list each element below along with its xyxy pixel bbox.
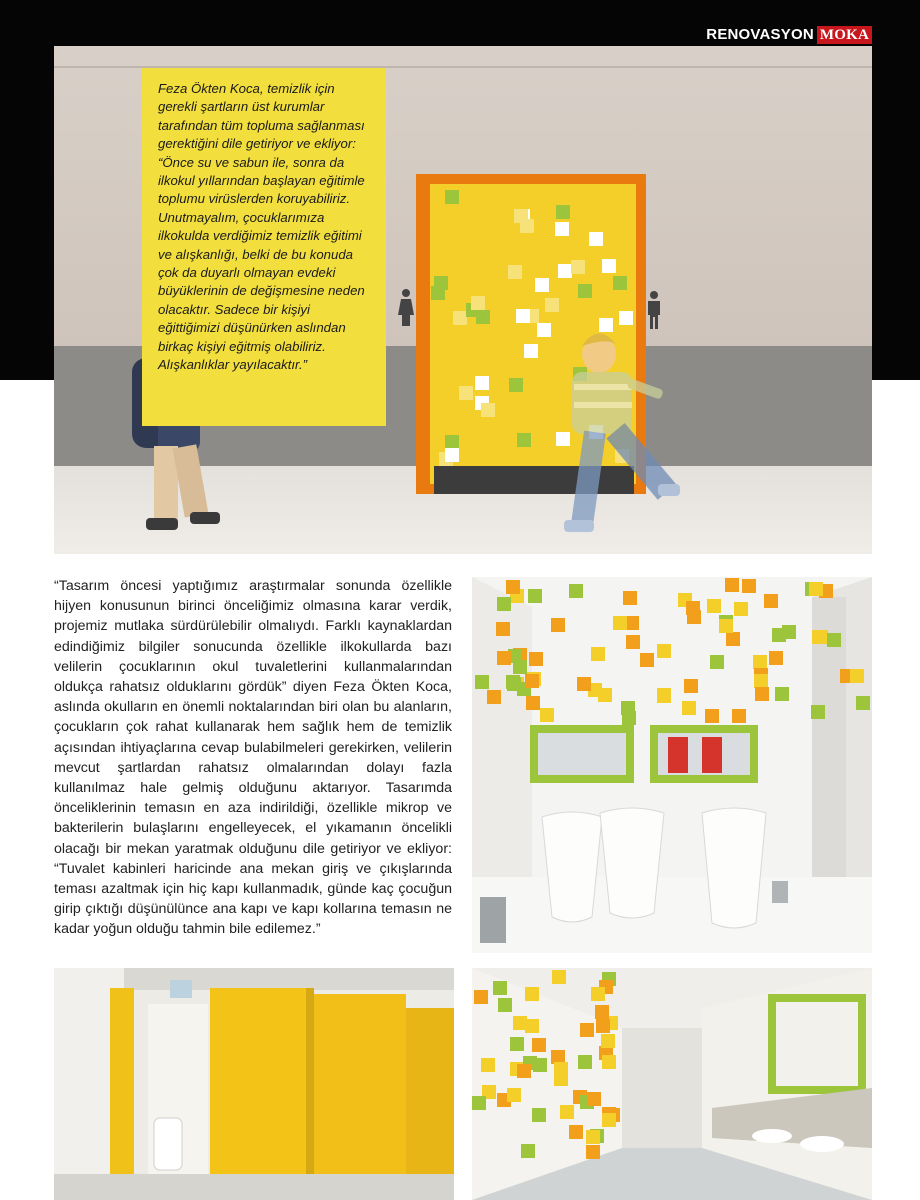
mosaic-tile (602, 259, 616, 273)
mosaic-tile (707, 599, 721, 613)
quote-box (142, 68, 386, 426)
mosaic-tile (619, 311, 633, 325)
mosaic-tile (475, 675, 489, 689)
mosaic-tile (481, 403, 495, 417)
women-sign-icon (396, 288, 416, 328)
mosaic-tile (569, 1125, 583, 1139)
mosaic-tile (687, 610, 701, 624)
mosaic-tile (705, 709, 719, 723)
mosaic-tile (578, 1055, 592, 1069)
mosaic-tile (493, 981, 507, 995)
mosaic-tile (525, 1019, 539, 1033)
mosaic-tile (555, 222, 569, 236)
mosaic-tile (445, 190, 459, 204)
mosaic-tile (591, 647, 605, 661)
mosaic-tile (532, 1108, 546, 1122)
mosaic-tile (596, 1019, 610, 1033)
mosaic-tile (809, 582, 823, 596)
mosaic-tile (472, 1096, 486, 1110)
mosaic-tile (528, 589, 542, 603)
mosaic-tile (529, 652, 543, 666)
washroom-sinks-photo (472, 577, 872, 953)
mosaic-tile (524, 344, 538, 358)
mosaic-tile (537, 323, 551, 337)
mosaic-tile (719, 619, 733, 633)
mosaic-tile (578, 284, 592, 298)
mosaic-tile (599, 318, 613, 332)
mosaic-tile (497, 597, 511, 611)
mosaic-tile (474, 990, 488, 1004)
mosaic-tile (445, 448, 459, 462)
mosaic-tile (657, 644, 671, 658)
mosaic-tile (754, 674, 768, 688)
mosaic-tile (525, 674, 539, 688)
mosaic-tile (856, 696, 870, 710)
mosaic-tile (811, 705, 825, 719)
mosaic-tile (445, 435, 459, 449)
mosaic-tile (657, 689, 671, 703)
mosaic-tile (587, 1092, 601, 1106)
mosaic-tile (521, 1144, 535, 1158)
corridor-scene (472, 968, 872, 1200)
mosaic-tile (625, 616, 639, 630)
mosaic-tile (742, 579, 756, 593)
mosaic-tile (589, 232, 603, 246)
mosaic-tile (471, 296, 485, 310)
mosaic-tile (517, 1064, 531, 1078)
mosaic-tile (556, 205, 570, 219)
mosaic-tile (506, 675, 520, 689)
mosaic-tile (517, 433, 531, 447)
mosaic-tile (755, 687, 769, 701)
mosaic-tile (551, 618, 565, 632)
mosaic-tile (602, 1055, 616, 1069)
mosaic-tile (598, 688, 612, 702)
article-body (54, 576, 452, 940)
mosaic-tile (516, 309, 530, 323)
page-header (706, 26, 872, 44)
mosaic-tile (622, 711, 636, 725)
mosaic-tile (827, 633, 841, 647)
mosaic-tile (710, 655, 724, 669)
toilet-stalls-photo (54, 968, 454, 1200)
mosaic-tile (507, 1088, 521, 1102)
mosaic-tile (513, 1016, 527, 1030)
mosaic-tile (850, 669, 864, 683)
mosaic-tile (571, 260, 585, 274)
mosaic-tile (552, 970, 566, 984)
mosaic-tile (626, 635, 640, 649)
mosaic-tile (591, 987, 605, 1001)
mosaic-tile (560, 1105, 574, 1119)
mosaic-tile (613, 276, 627, 290)
mosaic-tile (775, 687, 789, 701)
mosaic-tile (520, 219, 534, 233)
mosaic-tile (601, 1034, 615, 1048)
mosaic-tile (613, 616, 627, 630)
mosaic-tile (510, 1037, 524, 1051)
brand-logo: MOKA (817, 26, 872, 44)
mosaic-tile (535, 278, 549, 292)
mosaic-tile (525, 987, 539, 1001)
mosaic-tile (431, 286, 445, 300)
mosaic-tile (496, 622, 510, 636)
mosaic-tile (459, 386, 473, 400)
mosaic-tile (453, 311, 467, 325)
mosaic-tile (554, 1062, 568, 1076)
mosaic-tile (475, 376, 489, 390)
mosaic-tile (682, 701, 696, 715)
mosaic-tile (726, 632, 740, 646)
mosaic-tile (508, 265, 522, 279)
mosaic-tile (545, 298, 559, 312)
mosaic-tile (580, 1023, 594, 1037)
mosaic-tile (684, 679, 698, 693)
running-child-figure (554, 332, 704, 552)
mosaic-tile (602, 1113, 616, 1127)
mosaic-tile (734, 602, 748, 616)
mosaic-tile (526, 696, 540, 710)
men-sign-icon (644, 290, 664, 330)
mosaic-tile (764, 594, 778, 608)
mosaic-tile (497, 651, 511, 665)
mosaic-tile (753, 655, 767, 669)
mosaic-tile (481, 1058, 495, 1072)
mosaic-tile (533, 1058, 547, 1072)
mosaic-tile (558, 264, 572, 278)
mosaic-tile (487, 690, 501, 704)
stalls-scene (54, 968, 454, 1200)
mosaic-tile (772, 628, 786, 642)
mosaic-tile (586, 1130, 600, 1144)
mosaic-tile (586, 1145, 600, 1159)
mosaic-tile (595, 1005, 609, 1019)
mosaic-tile (732, 709, 746, 723)
mosaic-tile (506, 580, 520, 594)
section-label: RENOVASYON (706, 26, 814, 43)
quote-text: Feza Ökten Koca, temizlik için gerekli şartların üst kurumlar tarafından tüm topluma sağlanması gerektiğini dile getiriyor ve ekliyor: “Önce su ve sabun ile, sonra da ilkokul yıllarından başlayan eğitimle toplumu virüslerden koruyabiliriz. Unutmayalım, çocuklarımıza ilkokulda verdiğimiz temizlik eğitimi ve alışkanlığı, belki de bu konuda çok da duyarlı olmayan evdeki büyüklerinin de değişmesine neden olacaktır. Sadece bir kişiyi eğittiğimizi düşünürken aslından birkaç kişiyi eğitmiş olabiliriz. Alışkanlıklar yayılacaktır.” (158, 81, 365, 373)
article-paragraph: “Tasarım öncesi yaptığımız araştırmalar sonunda özellikle hijyen konusunun birinci önceliğimiz olmasına karar verdik, projemiz mutlaka sürdürülebilir olmalıydı. Farklı kaynaklardan edindiğimiz bilgiler sonucunda özellikle ilkokullarda bazı velilerin çocuklarının okul tuvaletlerini kullanmalarından oldukça rahatsız olduklarını gördük” diyen Feza Ökten Koca, aslında okulların en önemli noktalarından biri olan bu alanların, çocukların çok rahat kullanarak hem sağlık hem de temizlik açısından ihtiyaçlarına cevap bulabilmeleri gerekirken, velilerin mevcut şartlardan rahatsız olmalarından dolayı fazla kullanılmaz hale gelmiş olduğunu aktarıyor. Tasarımda önceliklerinin temasın en aza indirildiği, özellikle mikrop ve bakterilerin bulaşlarını engelleyecek, el yıkamanın öncelikli olacağı bir mekan yaratmak olduğunu dile getiriyor ve ekliyor: “Tuvalet kabinleri haricinde ana mekan giriş ve çıkışlarında teması azaltmak için hiç kapı kullanmadık, günde kaç çocuğun girip çıktığı düşünülünce ana kapı ve kapı kollarına temasın ne kadar yoğun olduğu tahmin bile edilemez.” (54, 578, 452, 938)
mosaic-tile (532, 1038, 546, 1052)
mosaic-tile (498, 998, 512, 1012)
mosaic-tile (623, 591, 637, 605)
washroom-corridor-photo (472, 968, 872, 1200)
mosaic-tile (812, 630, 826, 644)
mosaic-tile (540, 708, 554, 722)
mosaic-tile (640, 653, 654, 667)
mosaic-tile (577, 677, 591, 691)
mosaic-tile (725, 578, 739, 592)
mosaic-tile (509, 378, 523, 392)
mosaic-tile (769, 651, 783, 665)
mosaic-tile (569, 584, 583, 598)
